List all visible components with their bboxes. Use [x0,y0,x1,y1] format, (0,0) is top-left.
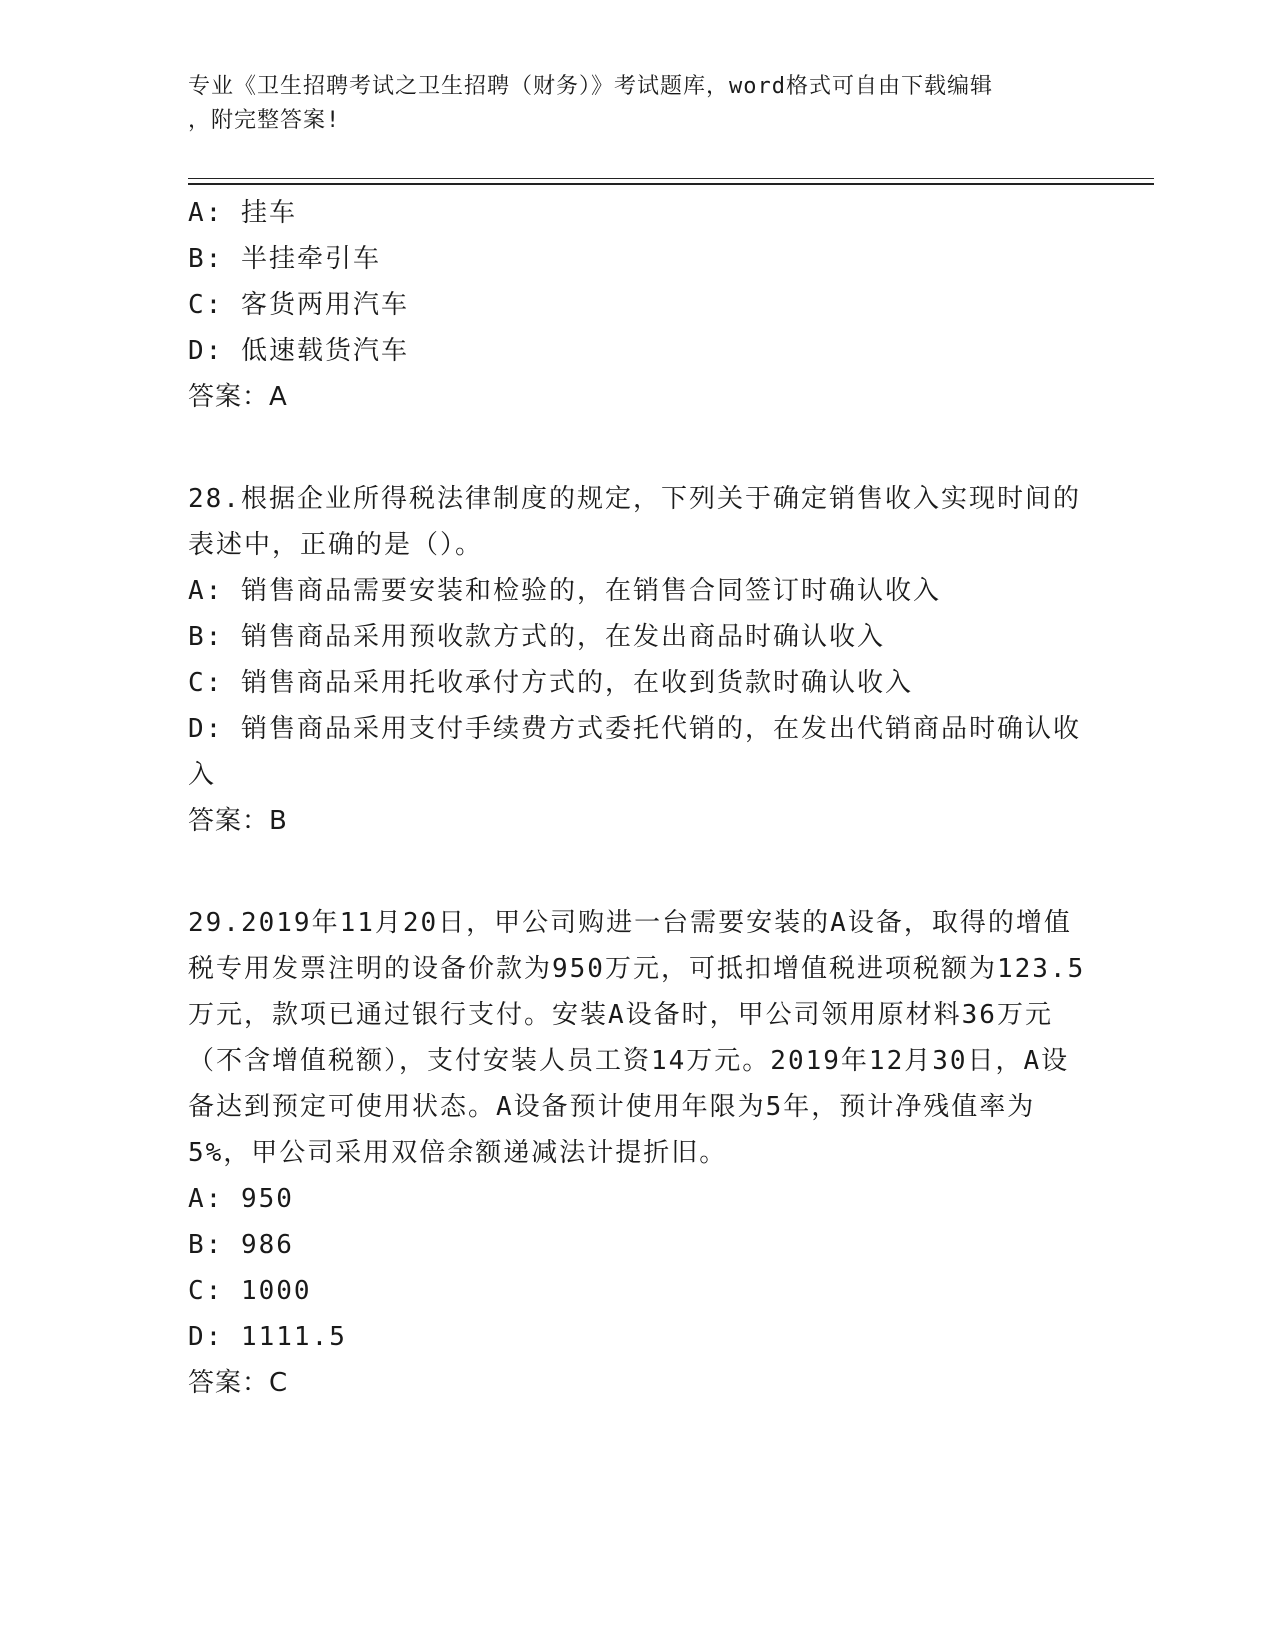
answer: 答案：C [188,1368,289,1398]
option-a: A: 950 [188,1184,294,1214]
option-c: C: 客货两用汽车 [188,290,409,320]
option-a: A: 销售商品需要安装和检验的，在销售合同签订时确认收入 [188,576,941,606]
option-c: C: 销售商品采用托收承付方式的，在收到货款时确认收入 [188,668,913,698]
question-text: 29.2019年11月20日，甲公司购进一台需要安装的A设备，取得的增值税专用发票注明的设备价款为950万元，可抵扣增值税进项税额为123.5万元，款项已通过银行支付。安装A设备时，甲公司领用原材料36万元（不含增值税额），支付安装人员工资14万元。2019年12月30日，A设备达到预定可使用状态。A设备预计使用年限为5年，预计净残值率为5%，甲公司采用双倍余额递减法计提折旧。 [188,908,1086,1168]
header-line-1: 专业《卫生招聘考试之卫生招聘（财务）》考试题库，word格式可自由下载编辑 [188,74,993,99]
spacer [188,420,1088,476]
spacer [188,844,1088,900]
option-d: D: 销售商品采用支付手续费方式委托代销的，在发出代销商品时确认收入 [188,714,1081,790]
option-b: B: 半挂牵引车 [188,244,381,274]
option-c: C: 1000 [188,1276,312,1306]
header-rule-thin [188,178,1154,179]
answer: 答案：B [188,806,288,836]
option-b: B: 销售商品采用预收款方式的，在发出商品时确认收入 [188,622,885,652]
header-rule-thick [188,183,1154,185]
option-d: D: 1111.5 [188,1322,347,1352]
page-header [188,70,1088,138]
question-block-28 [188,476,1088,844]
document-body [188,190,1088,1406]
question-block-29 [188,900,1088,1406]
header-line-2: ，附完整答案! [188,108,341,133]
option-b: B: 986 [188,1230,294,1260]
option-a: A: 挂车 [188,198,297,228]
question-text: 28.根据企业所得税法律制度的规定，下列关于确定销售收入实现时间的表述中，正确的是（）。 [188,484,1081,560]
question-block-27 [188,190,1088,420]
answer: 答案：A [188,382,288,412]
option-d: D: 低速载货汽车 [188,336,409,366]
